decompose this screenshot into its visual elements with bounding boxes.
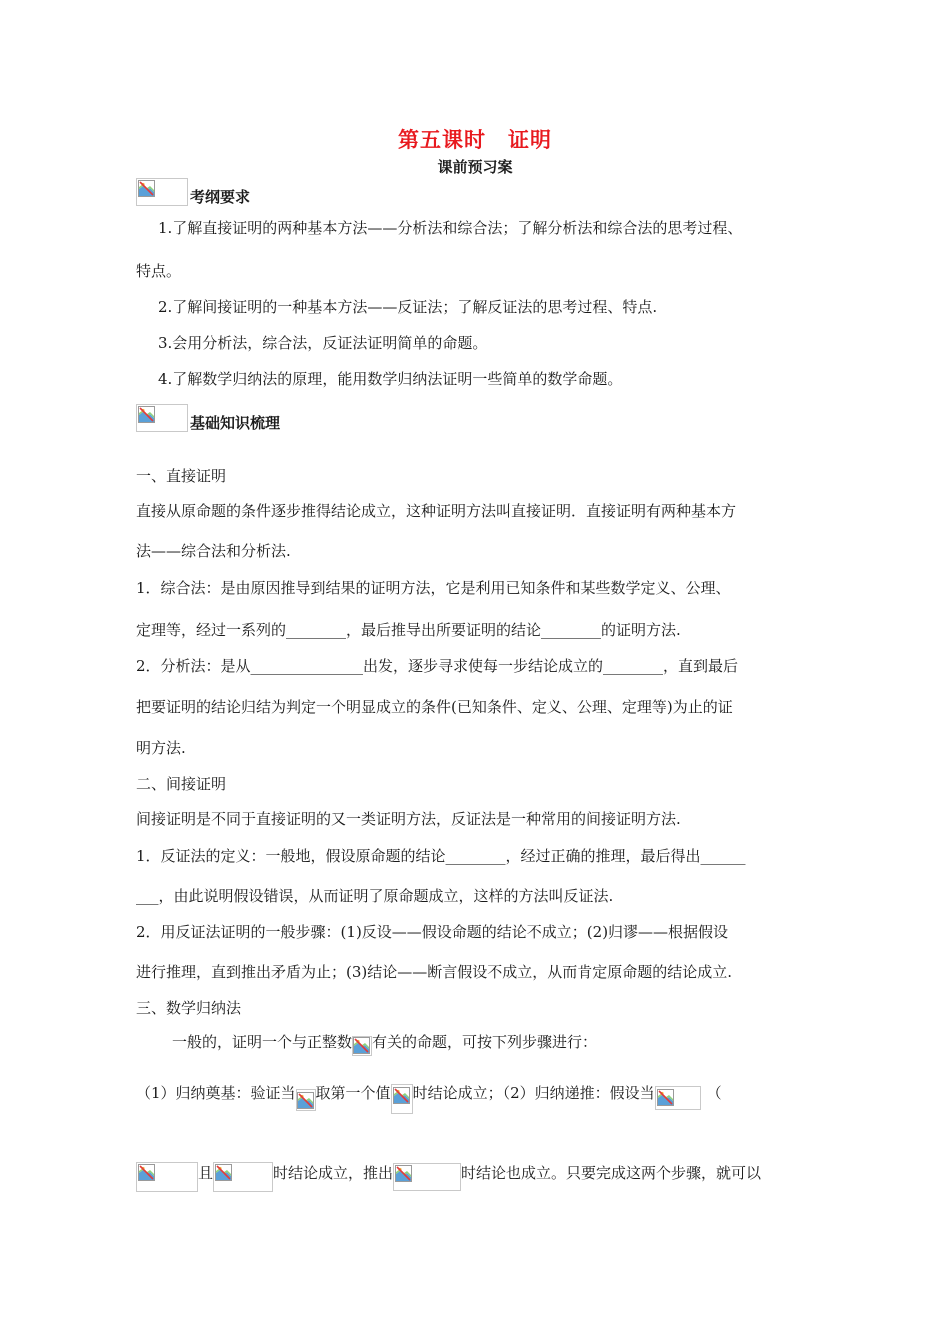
induction-line-2: （1）归纳奠基：验证当 取第一个值 时结论成立；（2）归纳递推：假设当 （ bbox=[136, 1074, 722, 1110]
text-line: 2．分析法：是从_______________出发，逐步寻求使每一步结论成立的________，直到最后 bbox=[136, 657, 739, 675]
text-line: ___，由此说明假设错误，从而证明了原命题成立，这样的方法叫反证法. bbox=[136, 887, 614, 905]
broken-image-icon bbox=[136, 178, 188, 206]
text-line: 间接证明是不同于直接证明的又一类证明方法，反证法是一种常用的间接证明方法. bbox=[136, 810, 681, 828]
induction-line-1: 一般的，证明一个与正整数 有关的命题，可按下列步骤进行： bbox=[172, 1030, 597, 1056]
syllabus-item-1: 1.了解直接证明的两种基本方法——分析法和综合法；了解分析法和综合法的思考过程、 bbox=[158, 219, 743, 237]
syllabus-item-4: 4.了解数学归纳法的原理，能用数学归纳法证明一些简单的数学命题。 bbox=[158, 370, 623, 388]
broken-image-icon bbox=[136, 1162, 198, 1192]
text-line: 进行推理，直到推出矛盾为止；(3)结论——断言假设不成立，从而肯定原命题的结论成立. bbox=[136, 963, 733, 981]
text-line: 1．综合法：是由原因推导到结果的证明方法，它是利用已知条件和某些数学定义、公理、 bbox=[136, 579, 731, 597]
text-line: 定理等，经过一系列的________，最后推导出所要证明的结论________的证明方法. bbox=[136, 621, 681, 639]
section-heading-text: 基础知识梳理 bbox=[190, 414, 281, 432]
section-title-direct: 一、直接证明 bbox=[136, 467, 227, 485]
section-heading-syllabus bbox=[136, 176, 250, 206]
section-heading-knowledge bbox=[136, 402, 280, 432]
broken-image-icon bbox=[655, 1086, 701, 1110]
text-line: 直接从原命题的条件逐步推得结论成立，这种证明方法叫直接证明．直接证明有两种基本方 bbox=[136, 502, 737, 520]
broken-image-icon bbox=[296, 1089, 316, 1111]
syllabus-item-1-cont: 特点。 bbox=[136, 262, 182, 280]
text-line: 法——综合法和分析法. bbox=[136, 542, 291, 560]
broken-image-icon bbox=[213, 1162, 273, 1192]
broken-image-icon bbox=[393, 1163, 461, 1191]
text-line: 1．反证法的定义：一般地，假设原命题的结论________，经过正确的推理，最后得出______ bbox=[136, 847, 746, 865]
induction-line-3: 且 时结论成立，推出 时结论也成立。只要完成这两个步骤，就可以 bbox=[136, 1156, 761, 1192]
broken-image-icon bbox=[391, 1084, 413, 1114]
text-line: 把要证明的结论归结为判定一个明显成立的条件(已知条件、定义、公理、定理等)为止的证 bbox=[136, 698, 733, 716]
page-title: 第五课时 证明 bbox=[398, 128, 552, 152]
syllabus-item-3: 3.会用分析法，综合法，反证法证明简单的命题。 bbox=[158, 334, 488, 352]
page-subtitle: 课前预习案 bbox=[437, 158, 513, 176]
section-title-induction: 三、数学归纳法 bbox=[136, 999, 242, 1017]
section-heading-text: 考纲要求 bbox=[190, 188, 251, 206]
broken-image-icon bbox=[136, 404, 188, 432]
section-title-indirect: 二、间接证明 bbox=[136, 775, 227, 793]
text-line: 2．用反证法证明的一般步骤：(1)反设——假设命题的结论不成立；(2)归谬——根据假设 bbox=[136, 923, 729, 941]
text-line: 明方法. bbox=[136, 739, 186, 757]
syllabus-item-2: 2.了解间接证明的一种基本方法——反证法；了解反证法的思考过程、特点. bbox=[158, 298, 658, 316]
broken-image-icon bbox=[352, 1036, 372, 1056]
